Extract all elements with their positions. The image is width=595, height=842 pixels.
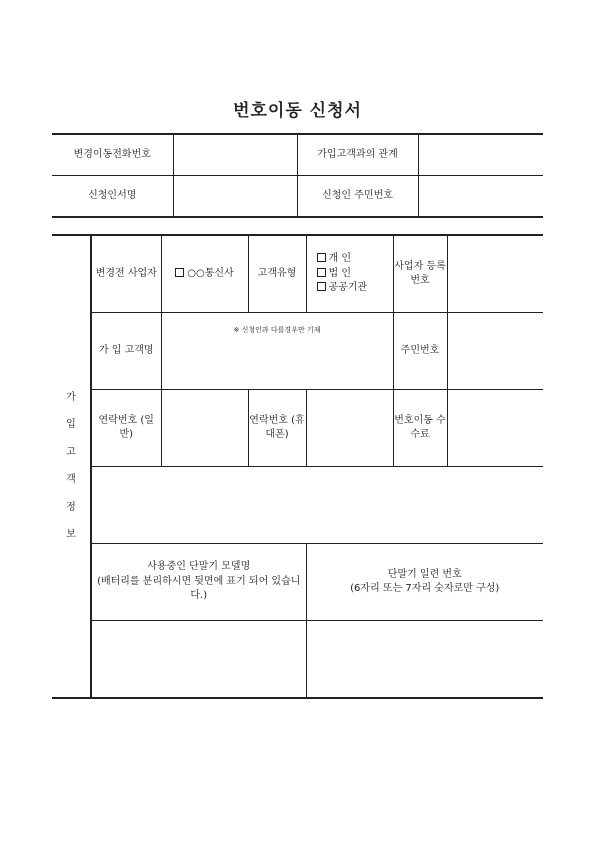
resident-no-label: 주민번호 [393, 313, 447, 390]
serial-hint: (6자리 또는 7자리 숫자로만 구성) [350, 583, 500, 594]
checkbox-icon[interactable] [317, 268, 326, 277]
biz-reg-field[interactable] [447, 235, 543, 313]
customer-info-table [52, 234, 543, 699]
fee-field[interactable] [447, 390, 543, 467]
relation-label: 가입고객과의 관계 [297, 134, 418, 176]
form-title: 번호이동 신청서 [233, 101, 362, 121]
applicant-id-label: 신청인 주민번호 [297, 176, 418, 218]
device-model-field[interactable] [91, 621, 306, 699]
applicant-id-field[interactable] [418, 176, 543, 218]
phone-label: 변경이동전화번호 [52, 134, 173, 176]
device-model-hint: (배터리를 분리하시면 뒷면에 표기 되어 있습니다.) [97, 575, 301, 602]
option-individual[interactable]: 개 인 [317, 252, 393, 267]
option-public-institution[interactable]: 공공기관 [317, 281, 393, 296]
contact-mobile-label: 연락번호 (휴대폰) [248, 390, 306, 467]
checkbox-icon[interactable] [317, 253, 326, 262]
contact-general-field[interactable] [161, 390, 248, 467]
section-label-customer-info: 가 입 고 객 정 보 [52, 235, 91, 698]
contact-mobile-field[interactable] [306, 390, 393, 467]
device-model-label: 사용중인 단말기 모델명 [147, 561, 251, 573]
option-corporation[interactable]: 법 인 [317, 267, 393, 282]
applicant-signature-field[interactable] [173, 176, 297, 218]
customer-type-label: 고객유형 [248, 235, 306, 313]
applicant-name-label: 신청인서명 [52, 176, 173, 218]
contact-general-label: 연락번호 (일 반) [91, 390, 161, 467]
applicant-table [52, 133, 543, 218]
relation-field[interactable] [418, 134, 543, 176]
resident-no-field[interactable] [447, 313, 543, 390]
customer-name-label: 가 입 고객명 [91, 313, 161, 390]
serial-label: 단말기 일련 번호 [387, 568, 462, 580]
phone-field[interactable] [173, 134, 297, 176]
note-text: ※ 신청인과 다를경우만 기재 [233, 326, 321, 334]
serial-header [306, 544, 543, 621]
serial-field[interactable] [306, 621, 543, 699]
customer-type-options [306, 235, 393, 313]
carrier-checkbox-option[interactable]: ○○통신사 [161, 235, 248, 313]
address-field[interactable] [91, 467, 543, 544]
checkbox-icon[interactable] [317, 282, 326, 291]
biz-reg-label: 사업자 등록번호 [393, 235, 447, 313]
fee-label: 번호이동 수수료 [393, 390, 447, 467]
customer-name-field[interactable] [161, 313, 393, 390]
device-model-header [91, 544, 306, 621]
checkbox-icon[interactable] [175, 268, 184, 277]
prev-carrier-label: 변경전 사업자 [91, 235, 161, 313]
